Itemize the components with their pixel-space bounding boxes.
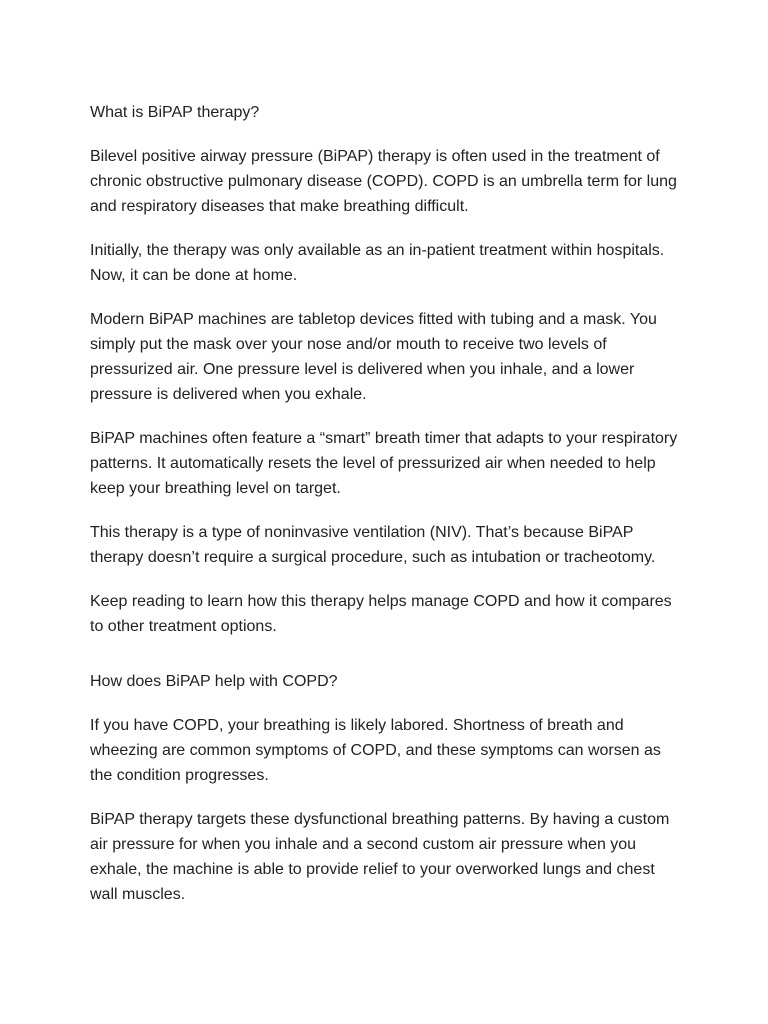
document-body	[90, 100, 684, 907]
paragraph: Bilevel positive airway pressure (BiPAP) therapy is often used in the treatment of chronic obstructive pulmonary disease (COPD). COPD is an umbrella term for lung and respiratory diseases that make breathing difficult.	[90, 148, 677, 215]
paragraph: Modern BiPAP machines are tabletop devices fitted with tubing and a mask. You simply put the mask over your nose and/or mouth to receive two levels of pressurized air. One pressure level is delivered when you inhale, and a lower pressure is delivered when you exhale.	[90, 311, 657, 403]
paragraph: If you have COPD, your breathing is likely labored. Shortness of breath and wheezing are common symptoms of COPD, and these symptoms can worsen as the condition progresses.	[90, 717, 661, 784]
paragraph: Initially, the therapy was only available as an in-patient treatment within hospitals. Now, it can be done at home.	[90, 242, 665, 284]
paragraph: BiPAP therapy targets these dysfunctional breathing patterns. By having a custom air pressure for when you inhale and a second custom air pressure when you exhale, the machine is able to provide relief to your overworked lungs and chest wall muscles.	[90, 811, 670, 903]
paragraph: BiPAP machines often feature a “smart” breath timer that adapts to your respiratory patterns. It automatically resets the level of pressurized air when needed to help keep your breathing level on target.	[90, 430, 678, 497]
paragraph: This therapy is a type of noninvasive ventilation (NIV). That’s because BiPAP therapy doesn’t require a surgical procedure, such as intubation or tracheotomy.	[90, 524, 656, 566]
section-heading-how-bipap-helps: How does BiPAP help with COPD?	[90, 673, 338, 690]
section-heading-what-is-bipap: What is BiPAP therapy?	[90, 104, 260, 121]
paragraph: Keep reading to learn how this therapy helps manage COPD and how it compares to other treatment options.	[90, 593, 672, 635]
